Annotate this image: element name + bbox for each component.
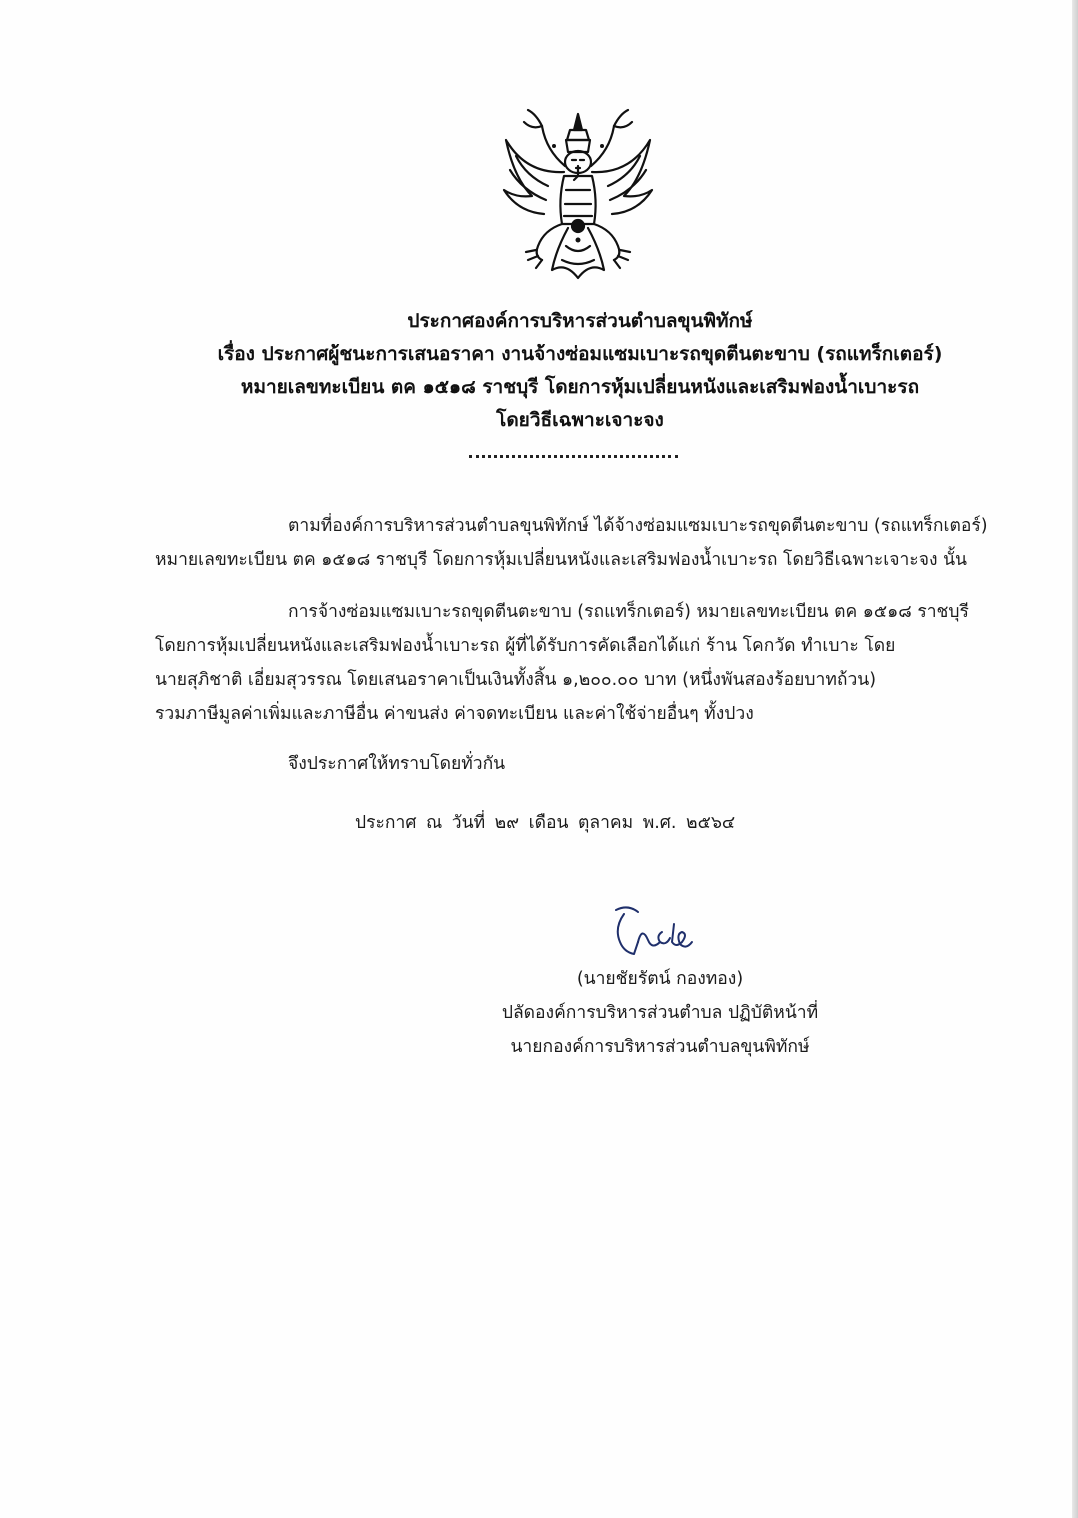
handwritten-signature: [604, 902, 700, 966]
title-line-1: ประกาศองค์การบริหารส่วนตำบลขุนพิทักษ์: [407, 310, 753, 332]
dotted-divider: [469, 455, 678, 458]
paragraph-3-line-1: จึงประกาศให้ทราบโดยทั่วกัน: [288, 754, 506, 774]
paragraph-2-line-1: การจ้างซ่อมแซมเบาะรถขุดตีนตะขาบ (รถแทร็กเตอร์) หมายเลขทะเบียน ตค ๑๕๑๘ ราชบุรี: [288, 602, 969, 622]
paragraph-1-line-2: หมายเลขทะเบียน ตค ๑๕๑๘ ราชบุรี โดยการหุ้มเปลี่ยนหนังและเสริมฟองน้ำเบาะรถ โดยวิธีเฉพาะเจาะจง นั้น: [155, 550, 967, 570]
signer-position-1: ปลัดองค์การบริหารส่วนตำบล ปฏิบัติหน้าที่: [501, 1003, 819, 1023]
announcement-title: [150, 305, 1010, 437]
paragraph-1-line-1: ตามที่องค์การบริหารส่วนตำบลขุนพิทักษ์ ได้จ้างซ่อมแซมเบาะรถขุดตีนตะขาบ (รถแทร็กเตอร์): [288, 516, 988, 536]
body-paragraph-3: [288, 747, 788, 781]
paragraph-2-line-2: โดยการหุ้มเปลี่ยนหนังและเสริมฟองน้ำเบาะรถ ผู้ที่ได้รับการคัดเลือกได้แก่ ร้าน โคกวัด ทำเบาะ โดย: [155, 636, 896, 656]
body-paragraph-2: [155, 595, 977, 731]
body-paragraph-1: [155, 509, 988, 577]
signature-block: [460, 962, 860, 1064]
announcement-date: ประกาศ ณ วันที่ ๒๙ เดือน ตุลาคม พ.ศ. ๒๕๖๔: [355, 813, 736, 833]
title-line-3: หมายเลขทะเบียน ตค ๑๕๑๘ ราชบุรี โดยการหุ้มเปลี่ยนหนังและเสริมฟองน้ำเบาะรถ: [240, 376, 920, 398]
signer-name: (นายชัยรัตน์ กองทอง): [576, 969, 744, 989]
paragraph-2-line-3: นายสุภิชาติ เอี่ยมสุวรรณ โดยเสนอราคาเป็นเงินทั้งสิ้น ๑,๒๐๐.๐๐ บาท (หนึ่งพันสองร้อยบาทถ้วน): [155, 670, 877, 690]
title-line-2: เรื่อง ประกาศผู้ชนะการเสนอราคา งานจ้างซ่อมแซมเบาะรถขุดตีนตะขาบ (รถแทร็กเตอร์): [217, 343, 943, 365]
signer-position-2: นายกองค์การบริหารส่วนตำบลขุนพิทักษ์: [510, 1037, 810, 1057]
page-edge-shadow: [1072, 0, 1078, 1518]
paragraph-2-line-4: รวมภาษีมูลค่าเพิ่มและภาษีอื่น ค่าขนส่ง ค่าจดทะเบียน และค่าใช้จ่ายอื่นๆ ทั้งปวง: [155, 704, 754, 724]
title-line-4: โดยวิธีเฉพาะเจาะจง: [496, 409, 664, 431]
garuda-emblem-icon: [496, 100, 660, 285]
